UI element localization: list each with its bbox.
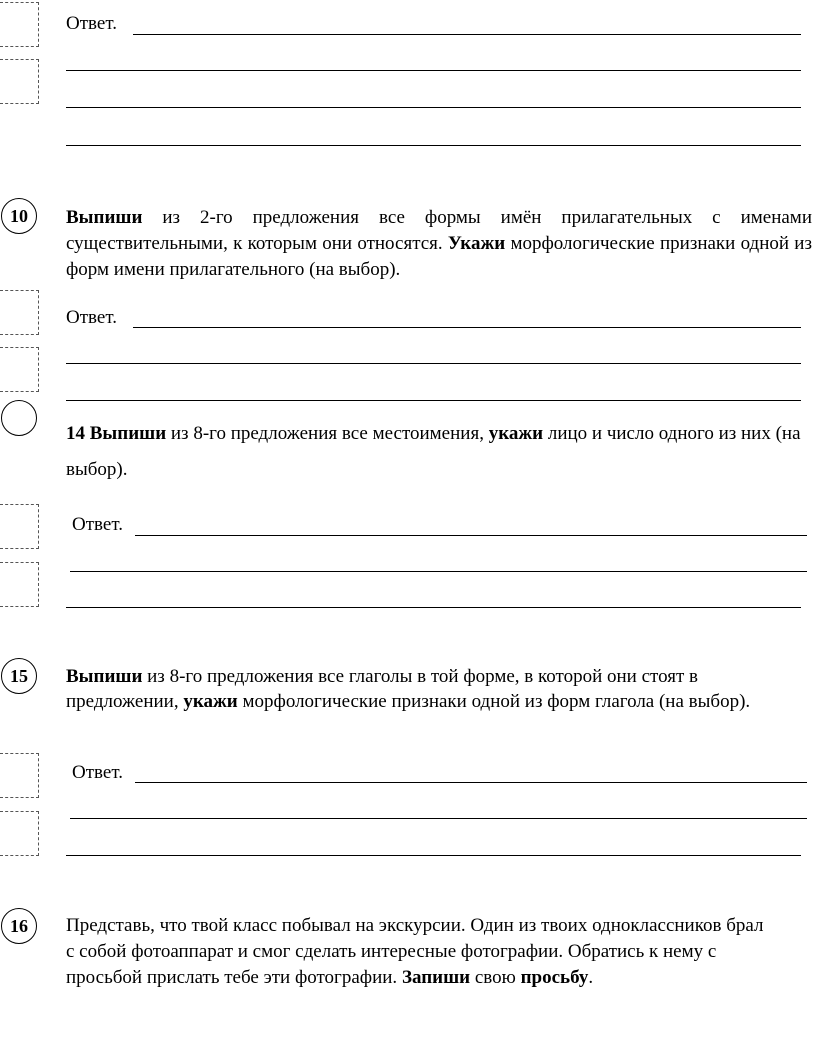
task-number-badge xyxy=(1,908,37,944)
score-box[interactable] xyxy=(0,290,39,335)
task-verb: Выпиши xyxy=(66,207,143,228)
task-verb: Запиши xyxy=(401,967,471,988)
answer-label: Ответ. xyxy=(72,514,123,535)
task-10-text: Выпиши из 2-го предложения все формы имён прилагательных с именами существительными, к которым они относятся. Укажи морфологические признаки одной из форм имени прилагательного (на выбор). xyxy=(66,207,812,280)
score-box[interactable] xyxy=(0,2,39,47)
answer-line[interactable] xyxy=(66,70,801,71)
answer-line[interactable] xyxy=(135,535,807,536)
task-number: 10 xyxy=(10,205,28,226)
answer-line[interactable] xyxy=(66,145,801,146)
task-verb: 14 Выпиши xyxy=(66,423,167,444)
answer-label: Ответ. xyxy=(66,307,117,328)
answer-line[interactable] xyxy=(66,400,801,401)
task-16-text: Представь, что твой класс побывал на экскурсии. Один из твоих одноклассников брал с собой фотоаппарат и смог сделать интересные фотографии. Обратись к нему с просьбой прислать тебе эти фотографии. Запиши свою просьбу. xyxy=(66,915,764,988)
task-number: 15 xyxy=(10,665,28,686)
score-box[interactable] xyxy=(0,347,39,392)
task-number-badge xyxy=(1,400,37,436)
task-keyword: просьбу xyxy=(520,967,589,988)
score-box[interactable] xyxy=(0,504,39,549)
task-number-badge xyxy=(1,658,37,694)
answer-line[interactable] xyxy=(135,782,807,783)
answer-line[interactable] xyxy=(66,363,801,364)
score-box[interactable] xyxy=(0,753,39,798)
task-14-text: 14 Выпиши из 8-го предложения все местоимения, укажи лицо и число одного из них (на выбор). xyxy=(66,423,801,480)
task-verb: Выпиши xyxy=(66,666,143,687)
score-box[interactable] xyxy=(0,59,39,104)
task-verb: укажи xyxy=(183,691,238,712)
answer-label: Ответ. xyxy=(72,762,123,783)
score-box[interactable] xyxy=(0,562,39,607)
score-box[interactable] xyxy=(0,811,39,856)
task-verb: Укажи xyxy=(447,233,506,254)
task-number: 16 xyxy=(10,915,28,936)
answer-line[interactable] xyxy=(66,607,801,608)
answer-line[interactable] xyxy=(66,855,801,856)
task-number-badge xyxy=(1,198,37,234)
answer-line[interactable] xyxy=(133,327,801,328)
answer-line[interactable] xyxy=(70,571,807,572)
answer-line[interactable] xyxy=(133,34,801,35)
task-15-text: Выпиши из 8-го предложения все глаголы в той форме, в которой они стоят в предложении, укажи морфологические признаки одной из форм глагола (на выбор). xyxy=(66,666,751,712)
answer-line[interactable] xyxy=(70,818,807,819)
answer-label: Ответ. xyxy=(66,13,117,34)
answer-line[interactable] xyxy=(66,107,801,108)
task-verb: укажи xyxy=(488,423,544,444)
